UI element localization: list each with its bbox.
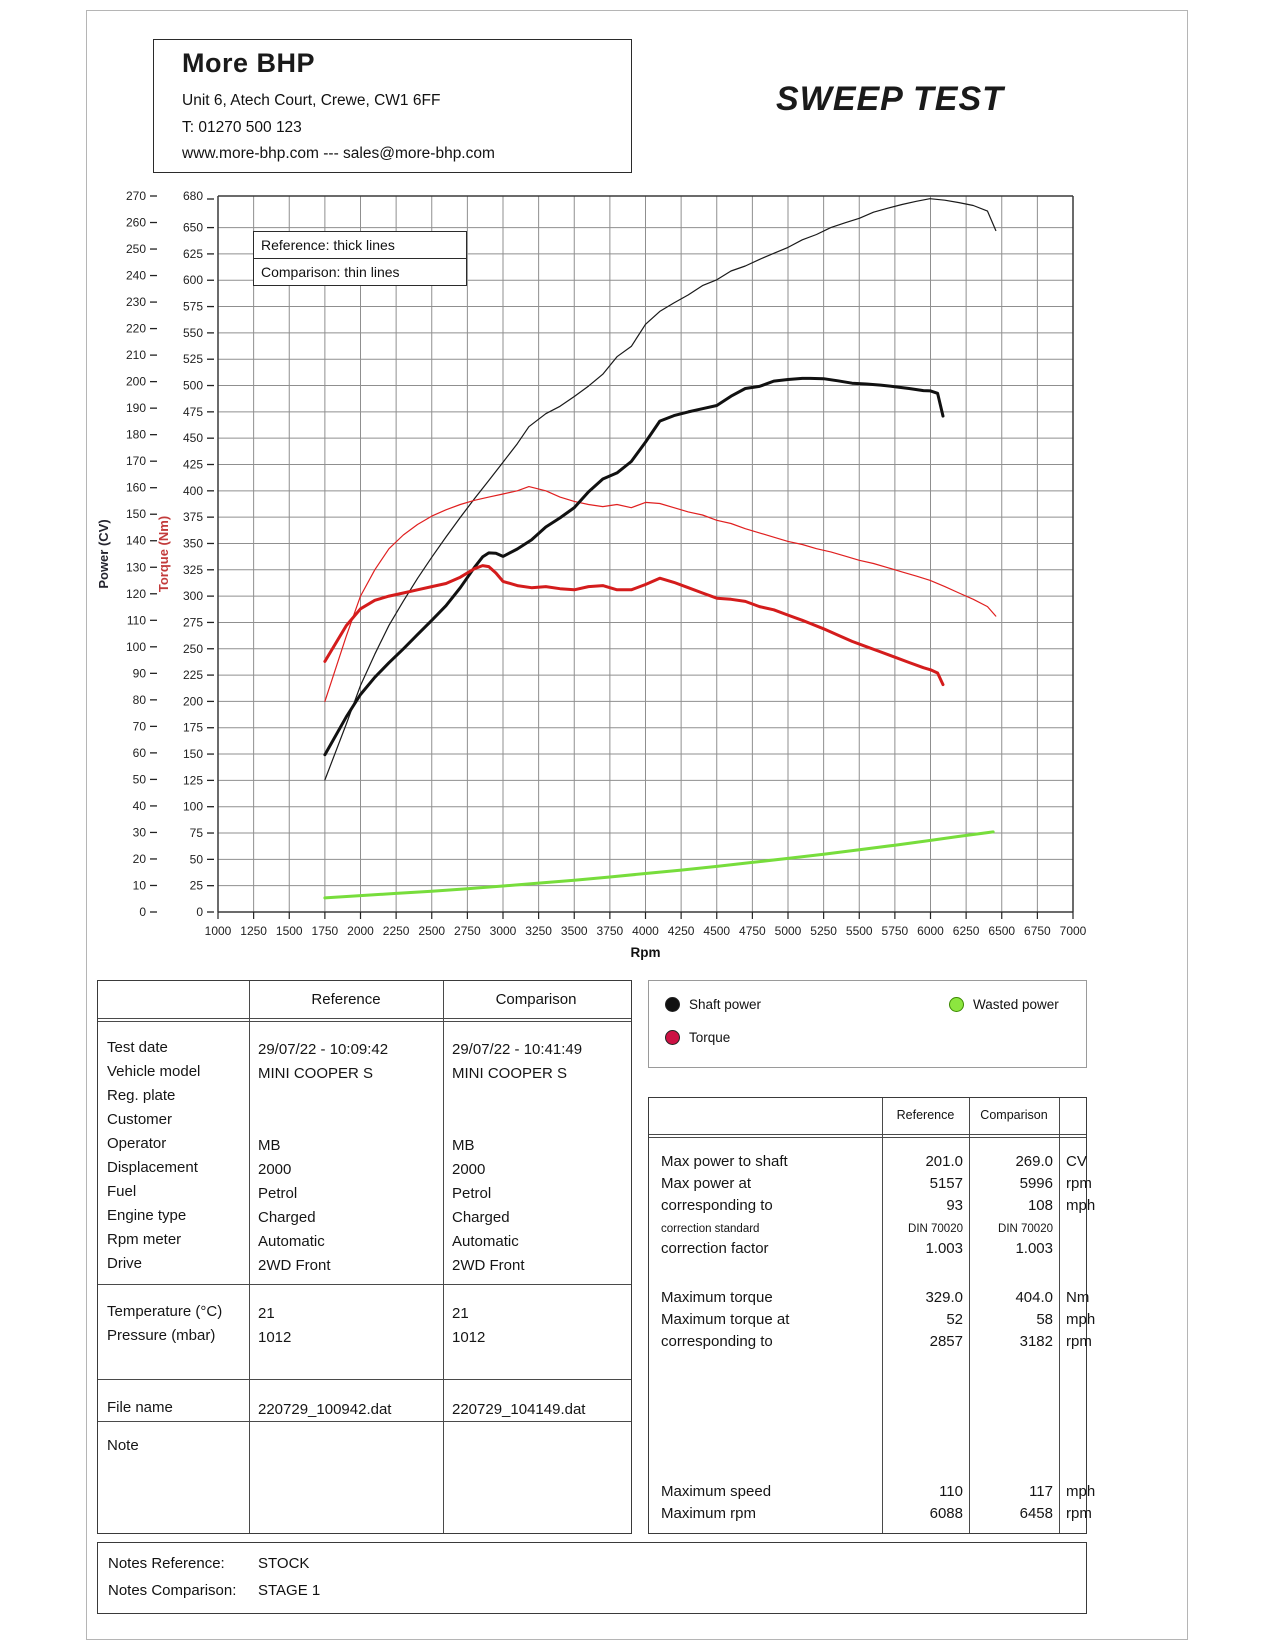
results-header-comparison: Comparison [980,1108,1048,1122]
result-row-reference-value: 110 [939,1483,963,1500]
chart-line-style-legend [253,231,467,286]
notes-comparison-label: Notes Comparison: [108,1582,237,1599]
result-row-unit: rpm [1066,1175,1092,1192]
legend-reference-thick: Reference: thick lines [261,237,395,253]
series-wasted-power [325,832,993,898]
svg-text:3000: 3000 [489,924,517,938]
svg-text:6250: 6250 [952,924,980,938]
svg-text:525: 525 [182,352,203,367]
svg-text:150: 150 [182,747,203,762]
info-table-header-reference: Reference [311,991,381,1008]
info-table-header-comparison: Comparison [495,991,577,1008]
svg-text:1500: 1500 [275,924,303,938]
info-row-comparison-value: 220729_104149.dat [452,1401,586,1418]
info-row-label: Vehicle model [107,1063,201,1080]
svg-text:225: 225 [182,668,203,683]
result-row-comparison-value: 108 [1027,1197,1053,1214]
series-reference-shaft-power [325,378,943,754]
svg-text:4750: 4750 [739,924,766,938]
result-row-comparison-value: 1.003 [1015,1240,1053,1257]
result-row-reference-value: 52 [946,1311,963,1328]
svg-text:170: 170 [125,454,146,469]
info-table-col-divider-1 [249,981,250,1533]
svg-text:475: 475 [182,404,203,419]
info-row-comparison-value: 2WD Front [452,1257,525,1274]
svg-text:90: 90 [132,666,146,681]
info-section-line-3 [98,1421,631,1422]
svg-text:180: 180 [125,427,146,442]
result-row-reference-value: 1.003 [925,1240,963,1257]
info-row-label: Drive [107,1255,143,1272]
svg-text:60: 60 [132,745,146,760]
svg-text:100: 100 [125,639,146,654]
svg-text:400: 400 [182,483,203,498]
svg-text:190: 190 [125,401,146,416]
svg-text:230: 230 [125,295,146,310]
info-row-label: Note [107,1437,139,1454]
info-table-col-divider-2 [443,981,444,1533]
shaft-power-dot-icon [665,997,680,1012]
company-web-email: www.more-bhp.com --- sales@more-bhp.com [182,145,495,162]
svg-text:220: 220 [125,321,146,336]
svg-text:140: 140 [125,533,146,548]
info-row-label: Customer [107,1111,173,1128]
notes-reference-value: STOCK [258,1555,310,1572]
svg-text:210: 210 [125,348,146,363]
svg-text:6500: 6500 [988,924,1016,938]
svg-text:2000: 2000 [347,924,374,938]
legend-item-shaft-power [665,997,761,1012]
results-header-reference: Reference [896,1108,955,1122]
result-row-unit: mph [1066,1197,1096,1214]
svg-text:300: 300 [182,589,203,604]
svg-text:150: 150 [125,507,146,522]
result-row-reference-value: 5157 [929,1175,963,1192]
svg-text:70: 70 [132,719,146,734]
svg-text:3250: 3250 [525,924,552,938]
results-col-divider-1 [882,1098,883,1533]
result-row-label: correction standard [661,1223,760,1235]
svg-text:4500: 4500 [703,924,731,938]
info-row-label: Pressure (mbar) [107,1327,216,1344]
notes-box [97,1542,1087,1614]
info-row-comparison-value: 21 [452,1305,469,1322]
result-row-label: Maximum rpm [661,1505,757,1522]
notes-comparison-value: STAGE 1 [258,1582,321,1599]
result-row-unit: rpm [1066,1505,1092,1522]
result-row-reference-value: 6088 [929,1505,963,1522]
series-legend-box [648,980,1087,1068]
info-row-reference-value: 21 [258,1305,275,1322]
result-row-label: Maximum torque [661,1289,773,1306]
svg-text:4000: 4000 [632,924,659,938]
info-row-comparison-value: 1012 [452,1329,486,1346]
series-reference-torque [325,566,943,685]
result-row-label: Maximum torque at [661,1311,790,1328]
info-section-line-2 [98,1379,631,1380]
result-row-unit: rpm [1066,1333,1092,1350]
svg-text:2750: 2750 [454,924,481,938]
svg-text:100: 100 [182,799,203,814]
legend-comparison-thin: Comparison: thin lines [254,258,466,285]
info-row-reference-value: 220729_100942.dat [258,1401,392,1418]
wasted-power-label: Wasted power [973,997,1059,1012]
info-row-label: Test date [107,1039,168,1056]
results-col-divider-2 [969,1098,970,1533]
result-row-label: corresponding to [661,1197,773,1214]
torque-label: Torque [689,1030,731,1045]
wasted-power-dot-icon [949,997,964,1012]
result-row-reference-value: 201.0 [925,1153,963,1170]
svg-text:Rpm: Rpm [630,945,661,960]
result-row-comparison-value: 404.0 [1015,1289,1053,1306]
svg-text:680: 680 [182,189,203,203]
result-row-unit: mph [1066,1483,1096,1500]
svg-text:6000: 6000 [917,924,944,938]
svg-text:Torque (Nm): Torque (Nm) [156,515,171,593]
svg-text:350: 350 [182,536,203,551]
result-row-comparison-value: 58 [1036,1311,1053,1328]
svg-text:40: 40 [132,798,146,813]
info-row-reference-value: Charged [258,1209,316,1226]
svg-text:425: 425 [182,457,203,472]
result-row-label: corresponding to [661,1333,773,1350]
svg-text:550: 550 [182,325,203,340]
info-row-comparison-value: Charged [452,1209,510,1226]
svg-text:250: 250 [125,242,146,257]
svg-text:0: 0 [139,905,146,919]
svg-text:Power (CV): Power (CV) [96,519,111,589]
svg-text:3750: 3750 [596,924,624,938]
company-phone: T: 01270 500 123 [182,119,302,136]
svg-text:2250: 2250 [382,924,410,938]
info-row-comparison-value: MB [452,1137,475,1154]
dyno-chart [88,178,1093,973]
info-row-reference-value: 29/07/22 - 10:09:42 [258,1041,389,1058]
svg-text:6750: 6750 [1024,924,1051,938]
svg-text:10: 10 [132,878,146,893]
svg-text:2500: 2500 [418,924,446,938]
svg-text:1000: 1000 [204,924,232,938]
svg-text:5750: 5750 [881,924,909,938]
svg-text:250: 250 [182,641,203,656]
svg-text:375: 375 [182,510,203,525]
svg-text:50: 50 [132,772,146,787]
info-row-reference-value: 1012 [258,1329,292,1346]
info-row-label: File name [107,1399,173,1416]
result-row-comparison-value: 3182 [1019,1333,1053,1350]
report-title: SWEEP TEST [776,80,1004,118]
legend-item-torque [665,1030,730,1045]
svg-text:0: 0 [196,905,203,919]
result-row-unit: Nm [1066,1289,1090,1306]
info-row-comparison-value: 2000 [452,1161,486,1178]
result-row-label: correction factor [661,1240,769,1257]
result-row-label: Max power at [661,1175,752,1192]
svg-text:30: 30 [132,825,146,840]
info-row-reference-value: 2WD Front [258,1257,331,1274]
svg-text:120: 120 [125,586,146,601]
svg-text:240: 240 [125,268,146,283]
info-row-label: Displacement [107,1159,198,1176]
result-row-reference-value: 2857 [929,1333,963,1350]
svg-text:600: 600 [182,273,203,288]
svg-text:650: 650 [182,220,203,235]
svg-text:1750: 1750 [311,924,339,938]
result-row-label: Maximum speed [661,1483,772,1500]
notes-reference-label: Notes Reference: [108,1555,225,1572]
info-row-reference-value: Petrol [258,1185,298,1202]
svg-text:270: 270 [125,189,146,203]
info-header-line-b [98,1021,631,1022]
result-row-reference-value: DIN 70020 [908,1223,963,1235]
result-row-unit: mph [1066,1311,1096,1328]
svg-text:110: 110 [126,613,146,628]
svg-text:625: 625 [182,246,203,261]
torque-dot-icon [665,1030,680,1045]
info-row-label: Fuel [107,1183,137,1200]
info-row-label: Reg. plate [107,1087,176,1104]
svg-text:7000: 7000 [1059,924,1087,938]
info-row-label: Temperature (°C) [107,1303,223,1320]
shaft-power-label: Shaft power [689,997,762,1012]
company-address: Unit 6, Atech Court, Crewe, CW1 6FF [182,92,441,109]
svg-text:160: 160 [125,480,146,495]
info-row-comparison-value: Petrol [452,1185,492,1202]
info-row-reference-value: Automatic [258,1233,325,1250]
svg-text:175: 175 [182,720,203,735]
svg-text:4250: 4250 [667,924,695,938]
svg-text:450: 450 [182,431,203,446]
result-row-unit: CV [1066,1153,1087,1170]
svg-text:275: 275 [182,615,203,630]
info-row-label: Engine type [107,1207,187,1224]
svg-text:50: 50 [189,852,203,867]
info-row-comparison-value: Automatic [452,1233,519,1250]
info-section-line-1 [98,1284,631,1285]
results-header-line-b [649,1137,1086,1138]
info-row-comparison-value: 29/07/22 - 10:41:49 [452,1041,583,1058]
svg-text:200: 200 [182,694,203,709]
test-info-table [97,980,632,1534]
svg-text:200: 200 [125,374,146,389]
legend-item-wasted-power [949,997,1059,1012]
svg-text:20: 20 [132,851,146,866]
info-row-reference-value: MINI COOPER S [258,1065,374,1082]
svg-text:75: 75 [189,826,203,841]
result-row-comparison-value: 6458 [1019,1505,1053,1522]
svg-text:1250: 1250 [240,924,267,938]
result-row-comparison-value: 269.0 [1015,1153,1053,1170]
svg-text:3500: 3500 [560,924,588,938]
svg-text:125: 125 [182,773,203,788]
result-row-comparison-value: 5996 [1019,1175,1053,1192]
svg-text:500: 500 [182,378,203,393]
results-table [648,1097,1096,1534]
svg-text:5500: 5500 [845,924,873,938]
info-row-reference-value: MB [258,1137,281,1154]
result-row-comparison-value: DIN 70020 [998,1223,1053,1235]
info-row-label: Rpm meter [107,1231,182,1248]
result-row-comparison-value: 117 [1029,1483,1053,1500]
info-row-comparison-value: MINI COOPER S [452,1065,568,1082]
result-row-label: Max power to shaft [661,1153,788,1170]
svg-text:25: 25 [189,878,203,893]
svg-text:325: 325 [182,562,203,577]
svg-text:575: 575 [182,299,203,314]
svg-text:80: 80 [132,692,146,707]
results-col-divider-3 [1059,1098,1060,1533]
svg-text:130: 130 [125,560,146,575]
dyno-chart-svg [88,178,1093,973]
company-header-box [153,39,632,173]
svg-text:5000: 5000 [774,924,802,938]
result-row-reference-value: 93 [946,1197,963,1214]
info-row-label: Operator [107,1135,167,1152]
svg-text:5250: 5250 [810,924,837,938]
company-name: More BHP [182,48,316,78]
svg-text:260: 260 [125,215,146,230]
info-row-reference-value: 2000 [258,1161,292,1178]
result-row-reference-value: 329.0 [925,1289,963,1306]
info-header-line-a [98,1018,631,1019]
results-header-line-a [649,1134,1086,1135]
